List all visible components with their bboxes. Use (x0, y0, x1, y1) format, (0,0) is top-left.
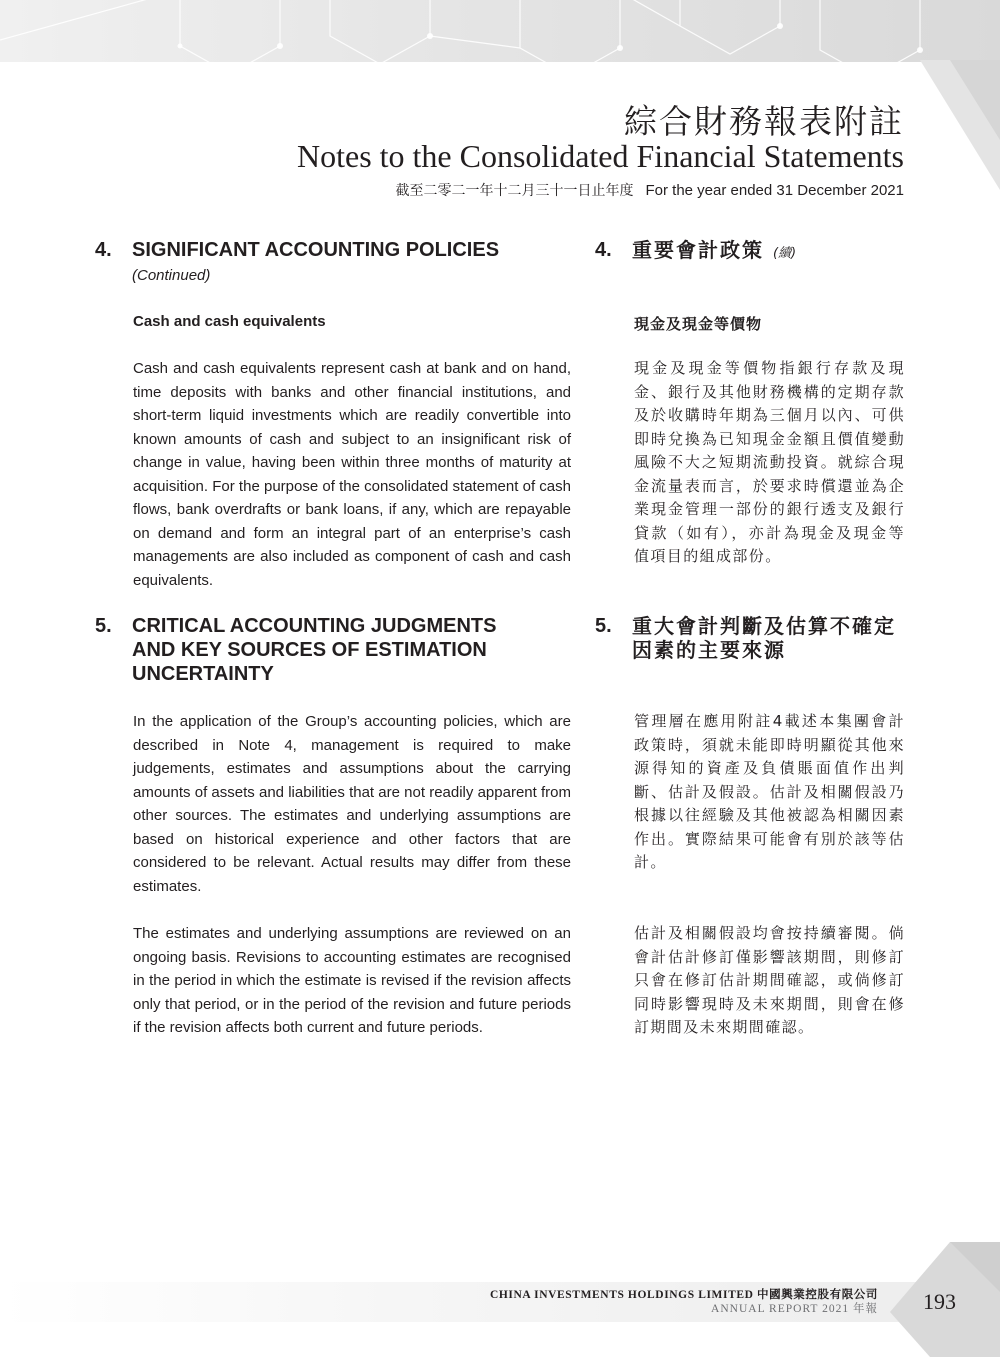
section-title-line-3: UNCERTAINTY (132, 663, 274, 685)
section-5-heading-english (95, 614, 535, 686)
paragraph-judgments-chinese-2: 估計及相關假設均會按持續審閱。倘會計估計修訂僅影響該期間，則修訂只會在修訂估計期間確認，或倘修訂同時影響現時及未來期間，則會在修訂期間及未來期間確認。 (634, 924, 905, 1036)
subheading-cash-equivalents-english: Cash and cash equivalents (133, 313, 326, 330)
continued-label: (續) (772, 246, 797, 261)
paragraph-cash-equivalents-english: Cash and cash equivalents represent cash at bank and on hand, time deposits with banks and other financial institutions, and short-term liquid investments which are readily convertible into known amounts of cash and subject to an insignificant risk of change in value, having been within three months of maturity at acquisition. For the purpose of the consolidated statement of cash flows, bank overdrafts or bank loans, if any, which are repayable on demand and form an integral part of an enterprise’s cash managements are also included as component of cash and cash equivalents. (133, 360, 571, 589)
section-5-heading-chinese (595, 614, 915, 662)
section-title-line-1: 重大會計判斷及估算不確定 (632, 614, 896, 638)
section-title-line-2: AND KEY SOURCES OF ESTIMATION (132, 639, 487, 661)
header-background-band (0, 0, 1000, 62)
paragraph-judgments-chinese-1: 管理層在應用附註4載述本集團會計政策時，須就未能即時明顯從其他來源得知的資產及負債賬面值作出判斷、估計及假設。估計及相關假設乃根據以往經驗及其他被認為相關因素作出。實際結果可能會有別於該等估計。 (634, 712, 905, 871)
section-number: 4. (595, 239, 612, 261)
section-4-heading-chinese (595, 238, 905, 266)
section-number: 4. (95, 239, 112, 261)
section-4-heading-english (95, 238, 535, 286)
page-number: 193 (923, 1289, 956, 1314)
reporting-period-chinese: 截至二零二一年十二月三十一日止年度 (395, 183, 634, 199)
section-number: 5. (595, 615, 612, 637)
section-title-line-2: 因素的主要來源 (632, 638, 786, 662)
page-title-english: Notes to the Consolidated Financial Statements (296, 138, 904, 174)
section-title-text: 重要會計政策 (632, 238, 764, 262)
subheading-cash-equivalents-chinese: 現金及現金等價物 (634, 315, 763, 333)
paragraph-judgments-english-1: In the application of the Group’s accounting policies, which are described in Note 4, management is required to make judgements, estimates and assumptions about the carrying amounts of assets and liabilities that are not readily apparent from other sources. The estimates and underlying assumptions are based on historical experience and other factors that are considered to be relevant. Actual results may differ from these estimates. (133, 713, 571, 895)
paragraph-judgments-english-2: The estimates and underlying assumptions are reviewed on an ongoing basis. Revisions to accounting estimates are recognised in the period in which the estimate is revised if the revision affects only that period, or in the period of the revision and future periods if the revision affects both current and future periods. (133, 925, 571, 1036)
reporting-period-english: For the year ended 31 December 2021 (645, 182, 904, 199)
reporting-period (396, 180, 905, 200)
hexagon-pattern (0, 0, 1000, 62)
section-title (632, 238, 796, 266)
section-number: 5. (95, 615, 112, 637)
paragraph-cash-equivalents-chinese: 現金及現金等價物指銀行存款及現金、銀行及其他財務機構的定期存款及於收購時年期為三個月以內、可供即時兌換為已知現金金額且價值變動風險不大之短期流動投資。就綜合現金流量表而言，於要求時償還並為企業現金管理一部份的銀行透支及銀行貸款（如有），亦計為現金及現金等值項目的組成部份。 (634, 359, 905, 565)
page-title-chinese: 綜合財務報表附註 (624, 102, 904, 141)
continued-label: (Continued) (132, 267, 211, 284)
section-title-line-1: CRITICAL ACCOUNTING JUDGMENTS (132, 615, 497, 637)
top-right-corner-decoration (890, 0, 1000, 190)
footer-report-title: ANNUAL REPORT 2021 年報 (711, 1303, 878, 1315)
footer-company-name: CHINA INVESTMENTS HOLDINGS LIMITED 中國興業控股有限公司 (489, 1289, 878, 1301)
section-title: SIGNIFICANT ACCOUNTING POLICIES (132, 239, 500, 261)
